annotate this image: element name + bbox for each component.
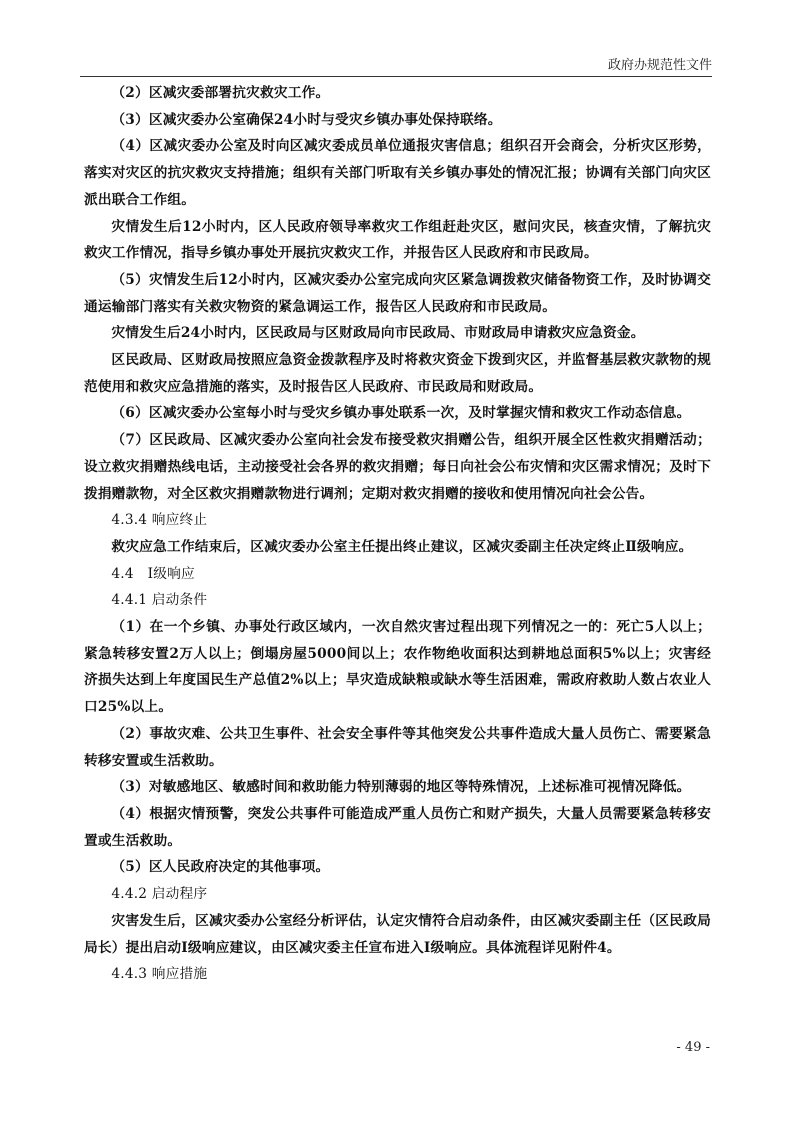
document-body [84,80,711,988]
paragraph-12h-leader: 灾情发生后12小时内，区人民政府领导率救灾工作组赶赴灾区，慰问灾民，核查灾情，了解抗灾救灾工作情况，指导乡镇办事处开展抗灾救灾工作，并报告区人民政府和市民政局。 [84,218,711,262]
header-divider [80,76,712,77]
condition-2: （2）事故灾难、公共卫生事件、社会安全事件等其他突发公共事件造成大量人员伤亡、需要紧急转移安置或生活救助。 [84,725,711,769]
paragraph-7: （7）区民政局、区减灾委办公室向社会发布接受救灾捐赠公告，组织开展全区性救灾捐赠活动；设立救灾捐赠热线电话，主动接受社会各界的救灾捐赠；每日向社会公布灾情和灾区需求情况；及时下拨捐赠款物，对全区救灾捐赠款物进行调剂；定期对救灾捐赠的接收和使用情况向社会公告。 [84,432,711,502]
paragraph-6: （6）区减灾委办公室每小时与受灾乡镇办事处联系一次，及时掌握灾情和救灾工作动态信息。 [111,405,691,422]
paragraph-start-procedure: 灾害发生后，区减灾委办公室经分析评估，认定灾情符合启动条件，由区减灾委副主任（区民政局局长）提出启动Ⅰ级响应建议，由区减灾委主任宣布进入Ⅰ级响应。具体流程详见附件4。 [84,912,711,956]
section-heading-4-3-4: 4.3.4 响应终止 [111,512,208,529]
paragraph-3: （3）区减灾委办公室确保24小时与受灾乡镇办事处保持联络。 [111,111,502,128]
condition-4: （4）根据灾情预警，突发公共事件可能造成严重人员伤亡和财产损失，大量人员需要紧急转移安置或生活救助。 [84,805,711,849]
paragraph-2: （2）区减灾委部署抗灾救灾工作。 [111,85,330,101]
section-heading-4-4-1: 4.4.1 启动条件 [111,592,208,609]
section-heading-4-4: 4.4 Ⅰ级响应 [111,565,195,582]
condition-3: （3）对敏感地区、敏感时间和救助能力特别薄弱的地区等特殊情况，上述标准可视情况降低。 [111,779,691,796]
document-header: 政府办规范性文件 [607,58,712,73]
paragraph-termination: 救灾应急工作结束后，区减灾委办公室主任提出终止建议，区减灾委副主任决定终止Ⅱ级响应。 [111,538,693,555]
paragraph-4: （4）区减灾委办公室及时向区减灾委成员单位通报灾害信息；组织召开会商会，分析灾区形势，落实对灾区的抗灾救灾支持措施；组织有关部门听取有关乡镇办事处的情况汇报；协调有关部门向灾区派出联合工作组。 [84,138,711,208]
page-number: - 49 - [676,1040,710,1055]
section-heading-4-4-3: 4.4.3 响应措施 [111,966,208,983]
paragraph-fund-allocation: 区民政局、区财政局按照应急资金拨款程序及时将救灾资金下拨到灾区，并监督基层救灾款物的规范使用和救灾应急措施的落实，及时报告区人民政府、市民政局和财政局。 [84,352,711,395]
paragraph-24h-funds: 灾情发生后24小时内，区民政局与区财政局向市民政局、市财政局申请救灾应急资金。 [111,325,645,342]
paragraph-5: （5）灾情发生后12小时内，区减灾委办公室完成向灾区紧急调拨救灾储备物资工作，及时协调交通运输部门落实有关救灾物资的紧急调运工作，报告区人民政府和市民政局。 [84,271,711,315]
section-heading-4-4-2: 4.4.2 启动程序 [111,886,208,903]
condition-5: （5）区人民政府决定的其他事项。 [111,859,330,876]
condition-1: （1）在一个乡镇、办事处行政区域内，一次自然灾害过程出现下列情况之一的：死亡5人以上；紧急转移安置2万人以上；倒塌房屋5000间以上；农作物绝收面积达到耕地总面积5%以上；灾害经济损失达到上年度国民生产总值2%以上；旱灾造成缺粮或缺水等生活困难，需政府救助人数占农业人口25%以上。 [84,619,711,716]
